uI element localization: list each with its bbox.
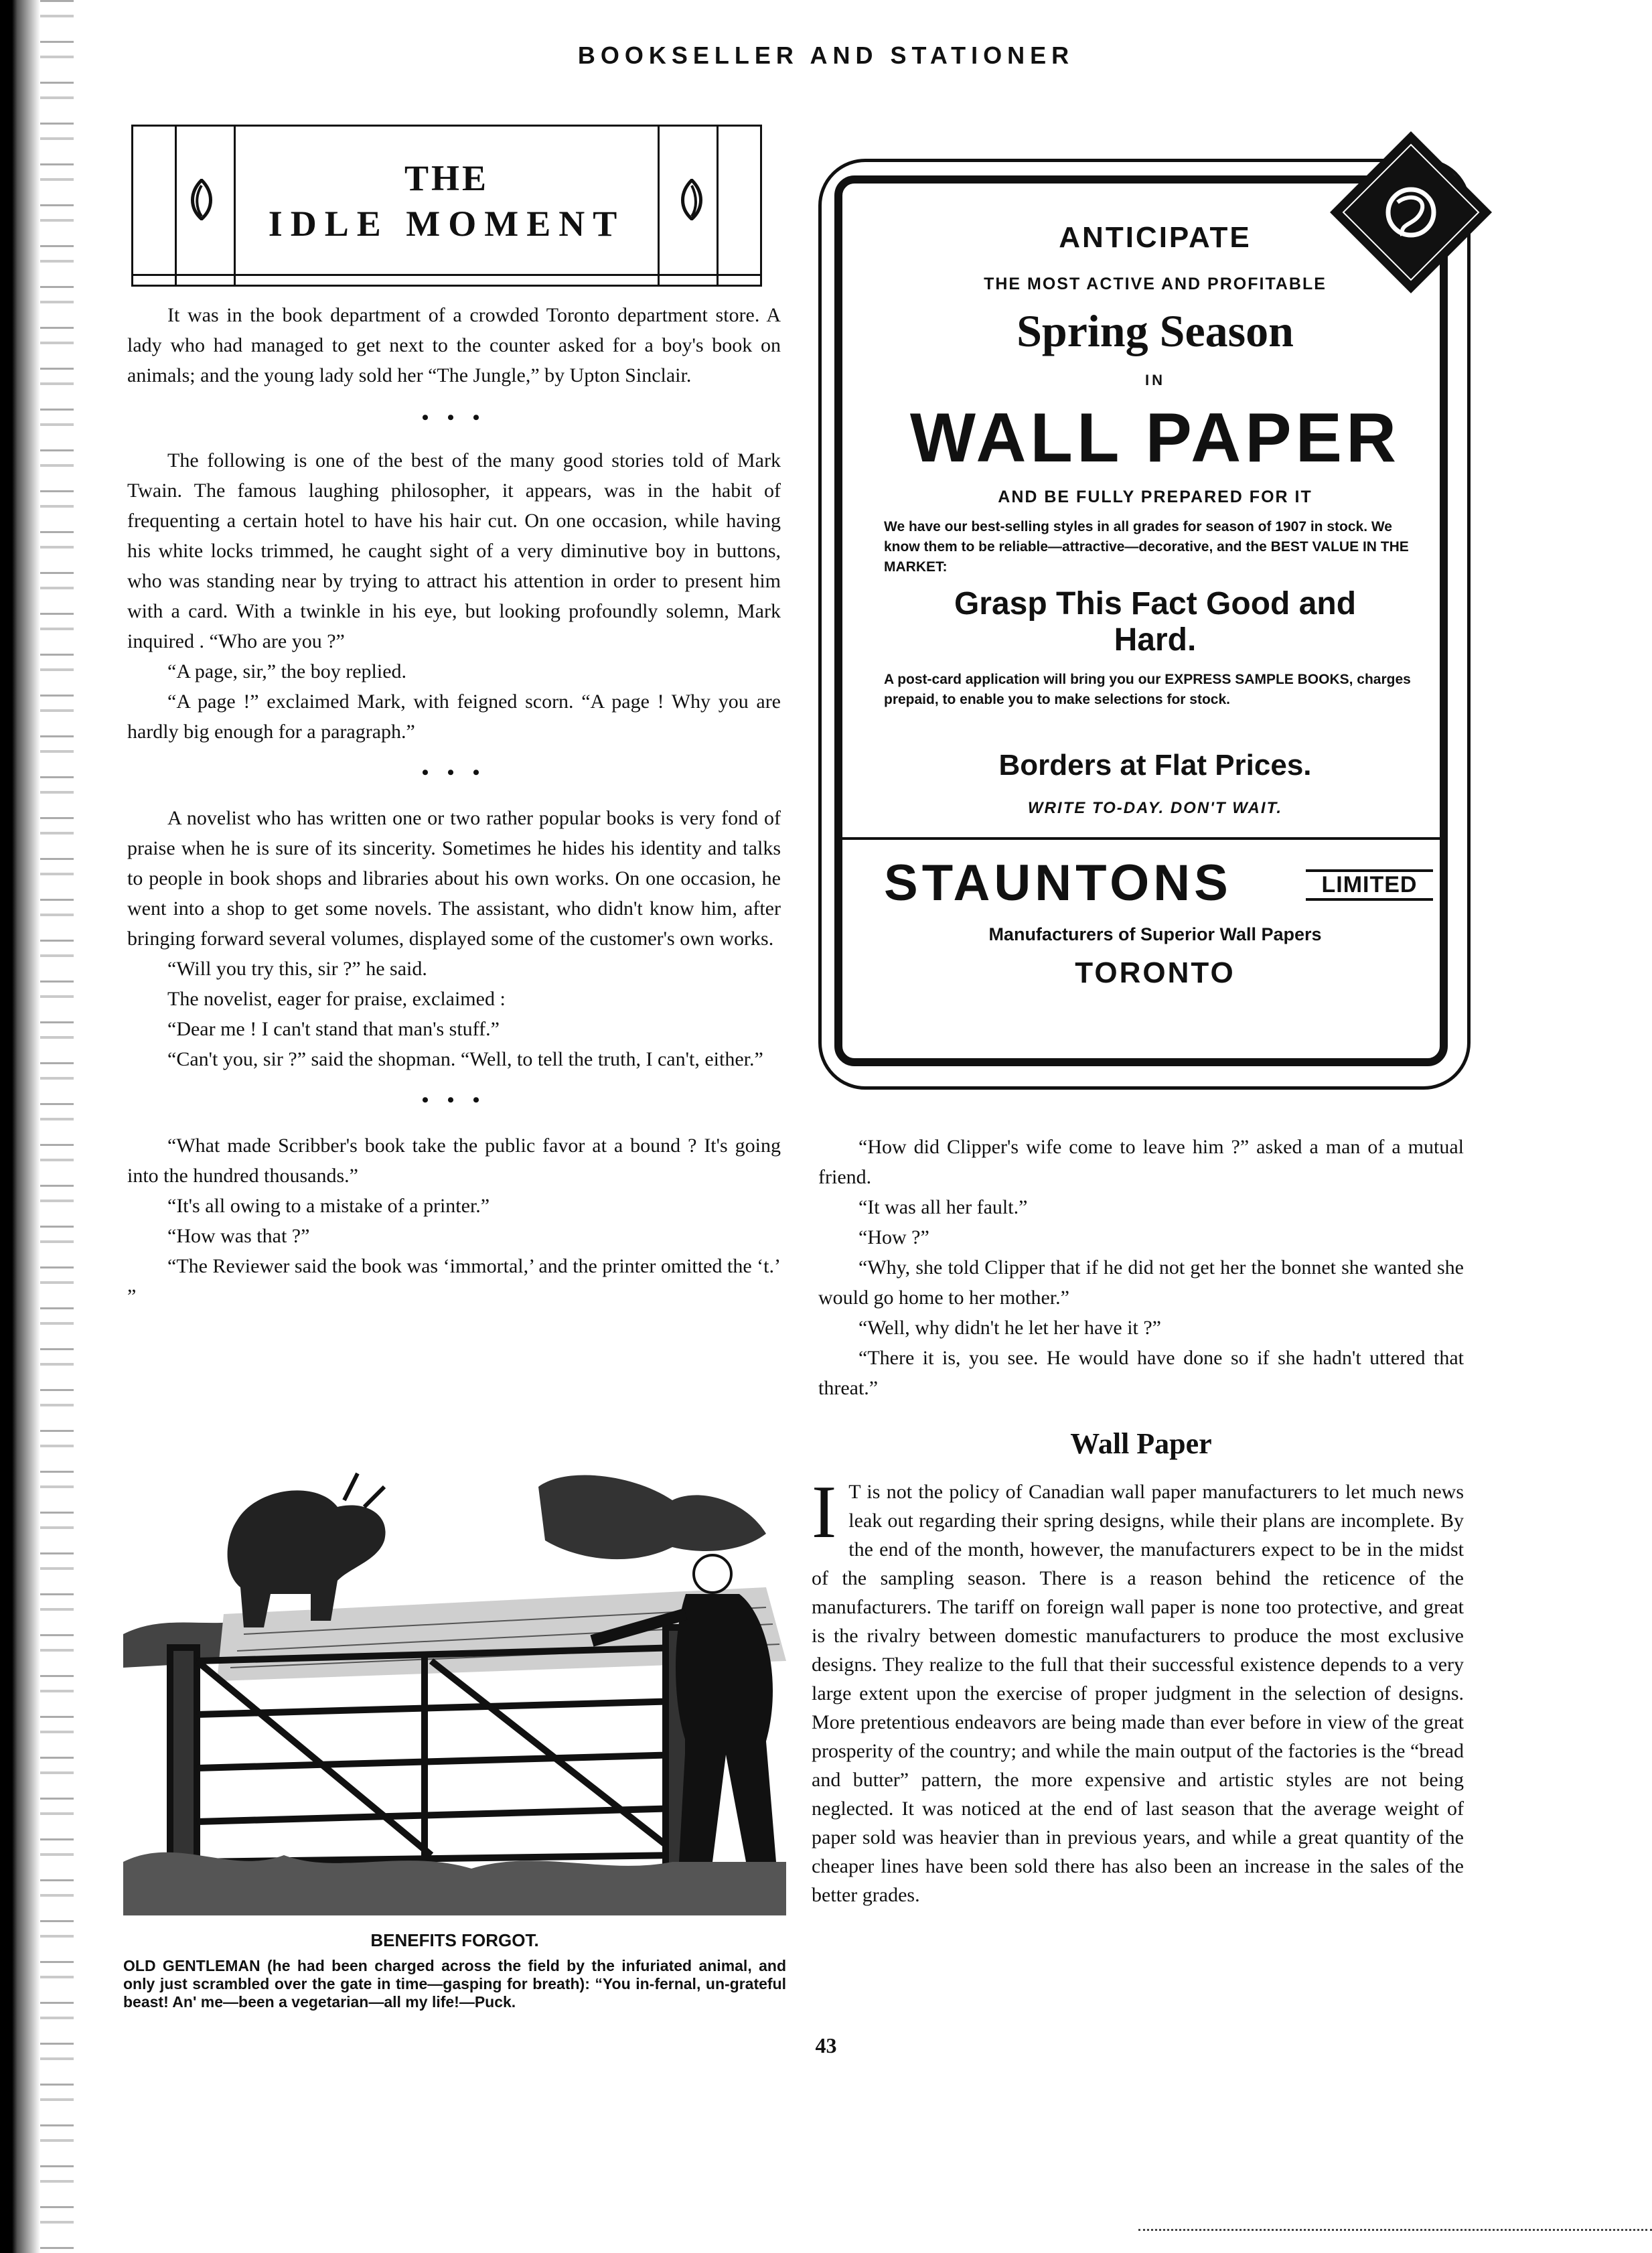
section-separator: • • • <box>421 1089 487 1111</box>
dialogue-line: “It was all her fault.” <box>858 1196 1028 1218</box>
dialogue-line: “Well, why didn't he let her have it ?” <box>858 1317 1161 1339</box>
article-heading: Wall Paper <box>1070 1427 1212 1460</box>
ad-borders: Borders at Flat Prices. <box>998 749 1312 782</box>
anecdote-paragraph: A novelist who has written one or two rather popular books is very fond of praise when he is sure of its sincerity. Sometimes he hides his identity and talks to people in book shops and libraries about his own works. On one occasion, he went into a shop to get some novels. The assistant, who didn't know him, after bringing forward several volumes, displayed some of the customer's own works. <box>127 807 781 950</box>
anecdote-paragraph: It was in the book department of a crowded Toronto department store. A lady who had managed to get next to the counter asked for a boy's book on animals; and the young lady sold her “The Jungle,” by Upton Sinclair. <box>127 304 781 386</box>
dialogue-line: “The Reviewer said the book was ‘immortal,’ and the printer omitted the ‘t.’ ” <box>127 1255 781 1307</box>
ad-call-to-action: WRITE TO-DAY. DON'T WAIT. <box>1027 799 1283 817</box>
divider <box>133 274 760 276</box>
ad-prepared: AND BE FULLY PREPARED FOR IT <box>998 488 1312 506</box>
section-separator: • • • <box>421 761 487 784</box>
ad-grasp: Grasp This Fact Good and Hard. <box>954 586 1357 658</box>
dialogue-line: “Can't you, sir ?” said the shopman. “Well, to tell the truth, I can't, either.” <box>167 1048 763 1070</box>
dialogue-line: “How was that ?” <box>167 1225 310 1247</box>
ad-subheadline: THE MOST ACTIVE AND PROFITABLE <box>984 275 1327 293</box>
running-head: BOOKSELLER AND STATIONER <box>577 42 1075 69</box>
idle-moment-header <box>131 125 762 287</box>
ad-manufacturers: Manufacturers of Superior Wall Papers <box>988 924 1322 944</box>
illustration-caption-title: BENEFITS FORGOT. <box>370 1930 539 1950</box>
ad-limited: LIMITED <box>1306 869 1433 901</box>
section-title-line2: IDLE MOMENT <box>268 204 625 244</box>
ad-body: A post-card application will bring you our EXPRESS SAMPLE BOOKS, charges prepaid, to enable you to make selections for stock. <box>884 672 1411 707</box>
ad-wall-paper: WALL PAPER <box>909 399 1401 477</box>
cartoon-illustration <box>123 1460 786 1915</box>
scan-artifact-rule <box>1138 2229 1652 2231</box>
dialogue-line: “Dear me ! I can't stand that man's stuff.” <box>167 1018 500 1040</box>
ad-headline: ANTICIPATE <box>1059 221 1252 254</box>
divider <box>717 127 719 285</box>
ad-company-name: STAUNTONS <box>884 855 1232 912</box>
wall-paper-article <box>812 1471 1464 1909</box>
page-number: 43 <box>815 2033 837 2057</box>
dialogue-line: “Will you try this, sir ?” he said. <box>167 958 427 980</box>
ad-body: We have our best-selling styles in all grades for season of 1907 in stock. We know them to be reliable—attractive—decorative, and the BEST VALUE IN THE MARKET: <box>884 519 1409 575</box>
dialogue-line: “What made Scribber's book take the public favor at a bound ? It's going into the hundred thousands.” <box>127 1135 781 1187</box>
ad-in: IN <box>1145 372 1165 388</box>
dialogue-line: “There it is, you see. He would have done so if she hadn't uttered that threat.” <box>818 1347 1464 1399</box>
dialogue-line: “Why, she told Clipper that if he did not get her the bonnet she wanted she would go home to her mother.” <box>818 1256 1464 1309</box>
dialogue-line: “It's all owing to a mistake of a printer.” <box>167 1195 490 1217</box>
section-title-line1: THE <box>404 158 490 198</box>
right-column-anecdote <box>818 1132 1464 1403</box>
dialogue-line: “A page !” exclaimed Mark, with feigned scorn. “A page ! Why you are hardly big enough for a paragraph.” <box>127 691 781 743</box>
illustration-caption: OLD GENTLEMAN (he had been charged across the field by the infuriated animal, and only just scrambled over the gate in time—gasping for breath): “You in-fernal, un-grateful beast! An' me—been a vegetarian—all my life!—Puck. <box>123 1957 786 2011</box>
dialogue-line: “A page, sir,” the boy replied. <box>167 660 407 682</box>
article-body: T is not the policy of Canadian wall paper manufacturers to let much news leak out regarding their spring designs, while their plans are incomplete. By the end of the month, however, the manufacturers expect to be in the midst of the sampling season. There is a reason behind the reticence of the manufacturers. The tariff on foreign wall paper is none too protective, and great is the rivalry between domestic manufacturers to produce the most exclusive designs. They realize to the full that their successful existence depends to a very large extent upon the exercise of proper judgment in the selection of designs. More pretentious endeavors are being made than ever before in view of the great prosperity of the country; and while the main output of the factories is the “bread and butter” pattern, the more expensive and artistic styles are not being neglected. It was noticed at the end of last season that the average weight of paper sold was heavier than in previous years, and while a great quantity of the cheaper lines have been sold there has also been an increase in the sales of the better grades. <box>812 1481 1464 1906</box>
scanned-page-edge <box>0 0 80 2253</box>
left-column <box>127 300 781 1311</box>
section-separator: • • • <box>421 407 487 429</box>
dialogue-line: The novelist, eager for praise, exclaimed : <box>167 988 506 1010</box>
dialogue-line: “How ?” <box>858 1226 929 1248</box>
ad-spring-season: Spring Season <box>1017 305 1294 356</box>
ad-city: TORONTO <box>1075 956 1235 989</box>
drop-cap: I <box>812 1471 837 1554</box>
divider <box>175 127 177 285</box>
anecdote-paragraph: The following is one of the best of the many good stories told of Mark Twain. The famous laughing philosopher, it appears, was in the habit of frequenting a certain hotel to have his hair cut. On one occasion, while having his white locks trimmed, he caught sight of a very diminutive boy in buttons, who was standing near by trying to attract his attention in order to present him with a card. With a twinkle in his eye, but looking profoundly solemn, Mark inquired . “Who are you ?” <box>127 449 781 652</box>
dialogue-line: “How did Clipper's wife come to leave him ?” asked a man of a mutual friend. <box>818 1136 1464 1188</box>
leaf-ornament-icon <box>188 179 215 220</box>
ad-divider <box>834 837 1448 840</box>
staunton-logo-emblem <box>1327 129 1495 296</box>
leaf-ornament-icon <box>678 179 705 220</box>
